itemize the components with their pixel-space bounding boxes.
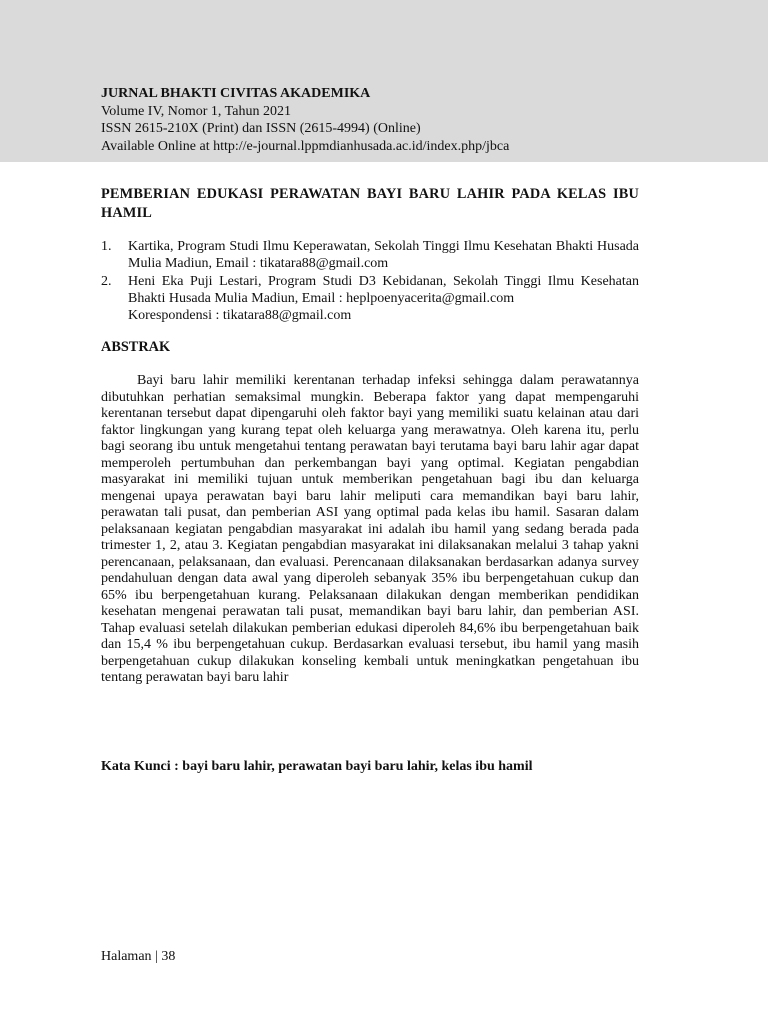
author-number: 2. bbox=[101, 273, 112, 289]
author-affiliation: Kartika, Program Studi Ilmu Keperawatan, Sekolah Tinggi Ilmu Kesehatan Bhakti Husada Mulia Madiun, Email : tikatara88@gmail.com bbox=[128, 239, 639, 272]
journal-url: Available Online at http://e-journal.lppmdianhusada.ac.id/index.php/jbca bbox=[101, 138, 510, 154]
author-item bbox=[101, 238, 639, 273]
author-affiliation: Heni Eka Puji Lestari, Program Studi D3 Kebidanan, Sekolah Tinggi Ilmu Kesehatan Bhakti Husada Mulia Madiun, Email : heplpoenyacerita@gmail.com bbox=[128, 273, 639, 306]
abstract-heading: ABSTRAK bbox=[101, 339, 171, 355]
page-number: Halaman | 38 bbox=[101, 949, 176, 964]
journal-header bbox=[101, 85, 661, 155]
journal-name: JURNAL BHAKTI CIVITAS AKADEMIKA bbox=[101, 86, 371, 101]
journal-issn: ISSN 2615-210X (Print) dan ISSN (2615-4994) (Online) bbox=[101, 121, 421, 136]
author-number: 1. bbox=[101, 239, 112, 254]
abstract-text: Bayi baru lahir memiliki kerentanan terhadap infeksi sehingga dalam perawatannya dibutuhkan perhatian semaksimal mungkin. Beberapa faktor yang dapat mempengaruhi kerentanan tersebut dapat dipengaruhi oleh faktor bayi yang memiliki suatu kelainan atau dari faktor lingkungan yang kurang tepat oleh keluarga yang merawatnya. Oleh karena itu, perlu bagi seorang ibu untuk mengetahui tentang perawatan bayi terutama bayi baru lahir agar dapat memperoleh pertumbuhan dan perkembangan bayi yang optimal. Kegiatan pengabdian masyarakat ini memiliki tujuan untuk memberikan pengetahuan bagi ibu dan keluarga mengenai upaya perawatan bayi baru lahir meliputi cara memandikan bayi baru lahir, perawatan tali pusat, dan pemberian ASI yang optimal pada kelas ibu hamil. Sasaran dalam pelaksanaan kegiatan pengabdian masyarakat ini adalah ibu hamil yang sedang berada pada trimester 1, 2, atau 3. Kegiatan pengabdian masyarakat ini dilaksanakan melalui 3 tahap yakni perencanaan, pelaksanaan, dan evaluasi. Perencanaan dilaksanakan berdasarkan adanya survey pendahuluan dengan data awal yang diperoleh sebanyak 35% ibu berpengetahuan cukup dan 65% ibu berpengetahuan kurang. Pelaksanaan dilakukan dengan memberikan pendidikan kesehatan mengenai perawatan tali pusat, memandikan bayi baru lahir, dan pemberian ASI. Tahap evaluasi setelah dilakukan pemberian edukasi diperoleh 84,6% ibu berpengetahuan baik dan 15,4 % ibu berpengetahuan cukup. Berdasarkan evaluasi tersebut, ibu hamil yang masih berpengetahuan cukup dilakukan konseling kembali untuk meningkatkan pengetahuan ibu tentang perawatan bayi baru lahir bbox=[101, 373, 639, 685]
correspondence: Korespondensi : tikatara88@gmail.com bbox=[128, 308, 352, 324]
article-title: PEMBERIAN EDUKASI PERAWATAN BAYI BARU LAHIR PADA KELAS IBU HAMIL bbox=[101, 186, 639, 221]
journal-volume: Volume IV, Nomor 1, Tahun 2021 bbox=[101, 103, 291, 119]
author-item bbox=[101, 273, 639, 308]
keywords: Kata Kunci : bayi baru lahir, perawatan bayi baru lahir, kelas ibu hamil bbox=[101, 759, 533, 774]
author-list bbox=[101, 238, 639, 324]
